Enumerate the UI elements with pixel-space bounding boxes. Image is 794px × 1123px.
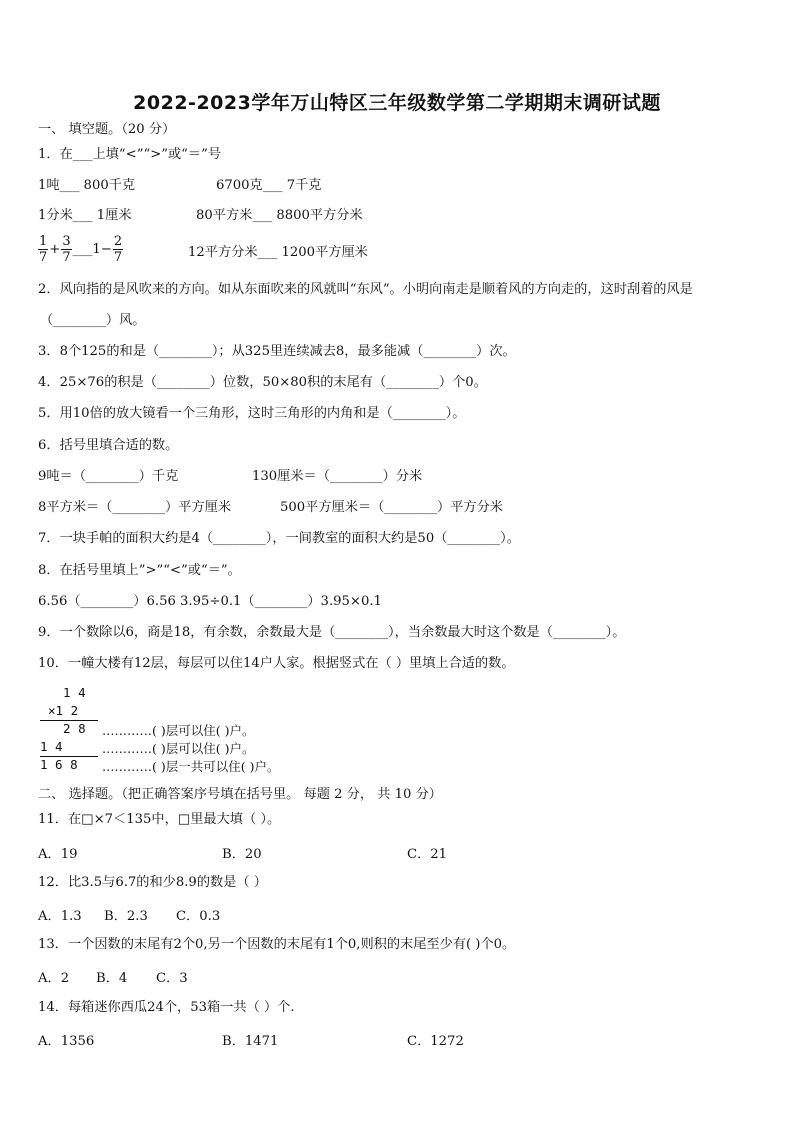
q8-row: 6.56（________）6.56 3.95÷0.1（________）3.95×0.1 bbox=[38, 594, 382, 609]
q1-stem: 1．在___上填“<”“>”或“＝”号 bbox=[38, 147, 222, 162]
q11-option-c: C．21 bbox=[407, 847, 448, 862]
q12-option-a: A．1.3 bbox=[38, 909, 82, 924]
calc-note-1: …………( )层可以住( )户。 bbox=[102, 723, 255, 738]
calc-line-5: 1 6 8 bbox=[40, 757, 78, 772]
q4: 4．25×76的积是（________）位数，50×80积的末尾有（________）个0。 bbox=[38, 375, 487, 390]
vertical-multiplication bbox=[40, 685, 360, 775]
q14-option-b: B．1471 bbox=[222, 1034, 279, 1049]
q11-option-a: A．19 bbox=[38, 847, 78, 862]
plus-sign: + bbox=[49, 241, 61, 257]
q12-stem: 12．比3.5与6.7的和少8.9的数是（ ） bbox=[38, 875, 267, 890]
q1-row3b: 12平方分米___ 1200平方厘米 bbox=[188, 245, 368, 260]
q14-option-c: C．1272 bbox=[407, 1034, 464, 1049]
q11-stem: 11．在□×7＜135中，□里最大填（ ）。 bbox=[38, 812, 281, 827]
q11-option-b: B．20 bbox=[222, 847, 262, 862]
calc-line-3: 2 8 bbox=[48, 721, 86, 736]
calc-line-1: 1 4 bbox=[48, 685, 86, 700]
q1-row2b: 80平方米___ 8800平方分米 bbox=[196, 208, 363, 223]
q1-row1b: 6700克___ 7千克 bbox=[216, 178, 322, 193]
q6-r1b: 130厘米＝（________）分米 bbox=[252, 469, 423, 484]
section-1-heading: 一、 填空题。（20 分） bbox=[38, 122, 176, 137]
calc-note-2: …………( )层可以住( )户。 bbox=[102, 741, 255, 756]
q13-option-a: A．2 bbox=[38, 971, 70, 986]
fraction-3-7: $\frac{3}{7}$ bbox=[62, 234, 71, 265]
q1-row1a: 1吨___ 800千克 bbox=[38, 178, 136, 193]
q7: 7．一块手帕的面积大约是4（________），一间教室的面积大约是50（________）。 bbox=[38, 531, 520, 546]
q3: 3．8个125的和是（________）；从325里连续减去8，最多能减（________）次。 bbox=[38, 344, 516, 359]
q13-option-c: C．3 bbox=[156, 971, 188, 986]
q6-r1a: 9吨＝（________）千克 bbox=[38, 469, 179, 484]
fraction-2-7: $\frac{2}{7}$ bbox=[113, 234, 123, 265]
q1-row2a: 1分米___ 1厘米 bbox=[38, 208, 132, 223]
q13-stem: 13．一个因数的末尾有2个0,另一个因数的末尾有1个0,则积的末尾至少有( )个0。 bbox=[38, 937, 516, 952]
calc-note-3: …………( )层一共可以住( )户。 bbox=[102, 759, 280, 774]
q14-option-a: A．1356 bbox=[38, 1034, 95, 1049]
q9: 9．一个数除以6，商是18，有余数，余数最大是（________），当余数最大时这个数是（________）。 bbox=[38, 625, 626, 640]
section-2-heading: 二、 选择题。（把正确答案序号填在括号里。 每题 2 分， 共 10 分） bbox=[38, 787, 442, 802]
page-title: 2022-2023学年万山特区三年级数学第二学期期末调研试题 bbox=[133, 92, 661, 114]
q12-option-b: B．2.3 bbox=[104, 909, 148, 924]
q10-stem: 10．一幢大楼有12层，每层可以住14户人家。根据竖式在（ ）里填上合适的数。 bbox=[38, 656, 515, 671]
fraction-1-7: $\frac{1}{7}$ bbox=[39, 234, 48, 265]
q5: 5．用10倍的放大镜看一个三角形，这时三角形的内角和是（________）。 bbox=[38, 406, 466, 421]
calc-line-4: 1 4 bbox=[40, 739, 63, 754]
q6-r2a: 8平方米＝（________）平方厘米 bbox=[38, 500, 232, 515]
blank-one-minus: ___1− bbox=[72, 241, 112, 257]
q6-r2b: 500平方厘米＝（________）平方分米 bbox=[280, 500, 503, 515]
q2-line2: （________）风。 bbox=[40, 313, 146, 328]
q12-option-c: C．0.3 bbox=[176, 909, 221, 924]
q1-fraction-expression bbox=[38, 234, 123, 265]
q6-stem: 6．括号里填合适的数。 bbox=[38, 438, 179, 453]
calc-line-2: ×1 2 bbox=[48, 703, 79, 718]
q13-option-b: B．4 bbox=[96, 971, 128, 986]
q2-line1: 2．风向指的是风吹来的方向。如从东面吹来的风就叫“东风”。小明向南走是顺着风的方向走的，这时刮着的风是 bbox=[38, 282, 693, 297]
q8-stem: 8．在括号里填上”>”“<”或“＝”。 bbox=[38, 563, 241, 578]
q14-stem: 14．每箱迷你西瓜24个，53箱一共（ ）个. bbox=[38, 1000, 295, 1015]
